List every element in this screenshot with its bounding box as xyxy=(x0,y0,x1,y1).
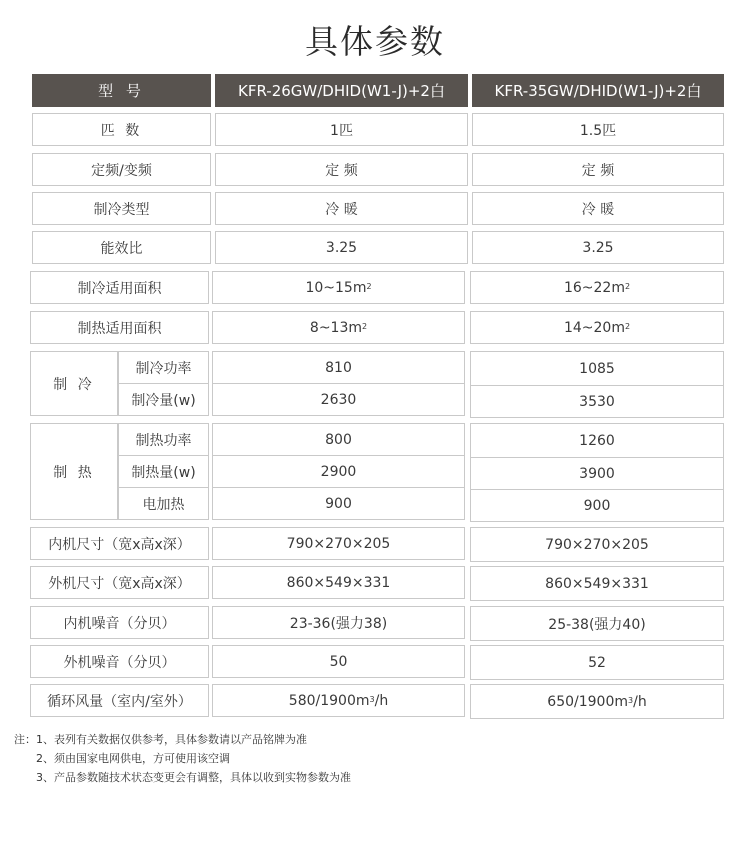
row-label-horsepower: 匹 数 xyxy=(32,113,211,146)
horsepower-b: 1.5匹 xyxy=(472,113,724,146)
footnotes xyxy=(14,730,351,787)
heat-area-a: 8~13m $^2$ xyxy=(212,311,465,344)
heat-area-b: 14~20m $^2$ xyxy=(470,311,724,344)
footnote-3: 3、产品参数随技术状态变更会有调整，具体以收到实物参数为准 xyxy=(36,771,351,784)
outdoor-noise-b: 52 xyxy=(470,645,724,680)
header-model-a: KFR-26GW/DHID(W1-J)+2白 xyxy=(215,74,468,107)
cooling-type-a: 冷 暖 xyxy=(215,192,468,225)
outdoor-noise-a: 50 xyxy=(212,645,465,678)
cool-area-a: 10~15m $^2$ xyxy=(212,271,465,304)
horsepower-a: 1匹 xyxy=(215,113,468,146)
row-label-cooling-capacity: 制冷量(w) xyxy=(118,383,209,416)
heating-power-a: 800 xyxy=(212,423,465,456)
header-model-label: 型 号 xyxy=(32,74,211,107)
cool-area-b-value: 16~22m xyxy=(563,279,625,296)
airflow-b-value: 650/1900m xyxy=(547,693,629,710)
page-title: 具体参数 xyxy=(305,22,445,61)
airflow-a: 580/1900m $^3$ /h xyxy=(212,684,465,717)
electric-heat-a: 900 xyxy=(212,487,465,520)
cooling-power-a: 810 xyxy=(212,351,465,384)
indoor-size-b: 790×270×205 xyxy=(470,527,724,562)
outdoor-size-a: 860×549×331 xyxy=(212,566,465,599)
indoor-noise-b: 25-38(强力40) xyxy=(470,606,724,641)
row-label-electric-heat: 电加热 xyxy=(118,487,209,520)
group-label-heating: 制 热 xyxy=(30,423,118,520)
row-label-airflow: 循环风量（室内/室外） xyxy=(30,684,209,717)
row-label-heating-power: 制热功率 xyxy=(118,423,209,456)
cooling-capacity-b: 3530 xyxy=(470,385,724,418)
cool-area-a-value: 10~15m xyxy=(305,279,367,296)
eer-a: 3.25 xyxy=(215,231,468,264)
cooling-capacity-a: 2630 xyxy=(212,383,465,416)
row-label-heat-area: 制热适用面积 xyxy=(30,311,209,344)
heating-capacity-b: 3900 xyxy=(470,457,724,490)
row-label-cool-area: 制冷适用面积 xyxy=(30,271,209,304)
row-label-outdoor-size: 外机尺寸（宽x高x深） xyxy=(30,566,209,599)
row-label-indoor-size: 内机尺寸（宽x高x深） xyxy=(30,527,209,560)
footnote-1: 注：1、表列有关数据仅供参考，具体参数请以产品铭牌为准 xyxy=(14,733,307,746)
row-label-eer: 能效比 xyxy=(32,231,211,264)
row-label-freq: 定频/变频 xyxy=(32,153,211,186)
cooling-type-b: 冷 暖 xyxy=(472,192,724,225)
row-label-cooling-power: 制冷功率 xyxy=(118,351,209,384)
cooling-power-b: 1085 xyxy=(470,351,724,386)
heat-area-a-value: 8~13m xyxy=(309,319,362,336)
cool-area-b: 16~22m $^2$ xyxy=(470,271,724,304)
indoor-noise-a: 23-36(强力38) xyxy=(212,606,465,639)
row-label-indoor-noise: 内机噪音（分贝） xyxy=(30,606,209,639)
header-model-b: KFR-35GW/DHID(W1-J)+2白 xyxy=(472,74,724,107)
electric-heat-b: 900 xyxy=(470,489,724,522)
row-label-heating-capacity: 制热量(w) xyxy=(118,455,209,488)
outdoor-size-b: 860×549×331 xyxy=(470,566,724,601)
row-label-outdoor-noise: 外机噪音（分贝） xyxy=(30,645,209,678)
indoor-size-a: 790×270×205 xyxy=(212,527,465,560)
eer-b: 3.25 xyxy=(472,231,724,264)
airflow-a-unit-tail: /h xyxy=(374,692,389,709)
airflow-b: 650/1900m $^3$ /h xyxy=(470,684,724,719)
group-label-cooling: 制 冷 xyxy=(30,351,118,416)
freq-a: 定 频 xyxy=(215,153,468,186)
footnote-2: 2、须由国家电网供电，方可使用该空调 xyxy=(36,752,230,765)
row-label-cooling-type: 制冷类型 xyxy=(32,192,211,225)
airflow-a-value: 580/1900m xyxy=(288,692,370,709)
heat-area-b-value: 14~20m xyxy=(563,319,625,336)
airflow-b-unit-tail: /h xyxy=(633,693,647,710)
freq-b: 定 频 xyxy=(472,153,724,186)
heating-capacity-a: 2900 xyxy=(212,455,465,488)
heating-power-b: 1260 xyxy=(470,423,724,458)
